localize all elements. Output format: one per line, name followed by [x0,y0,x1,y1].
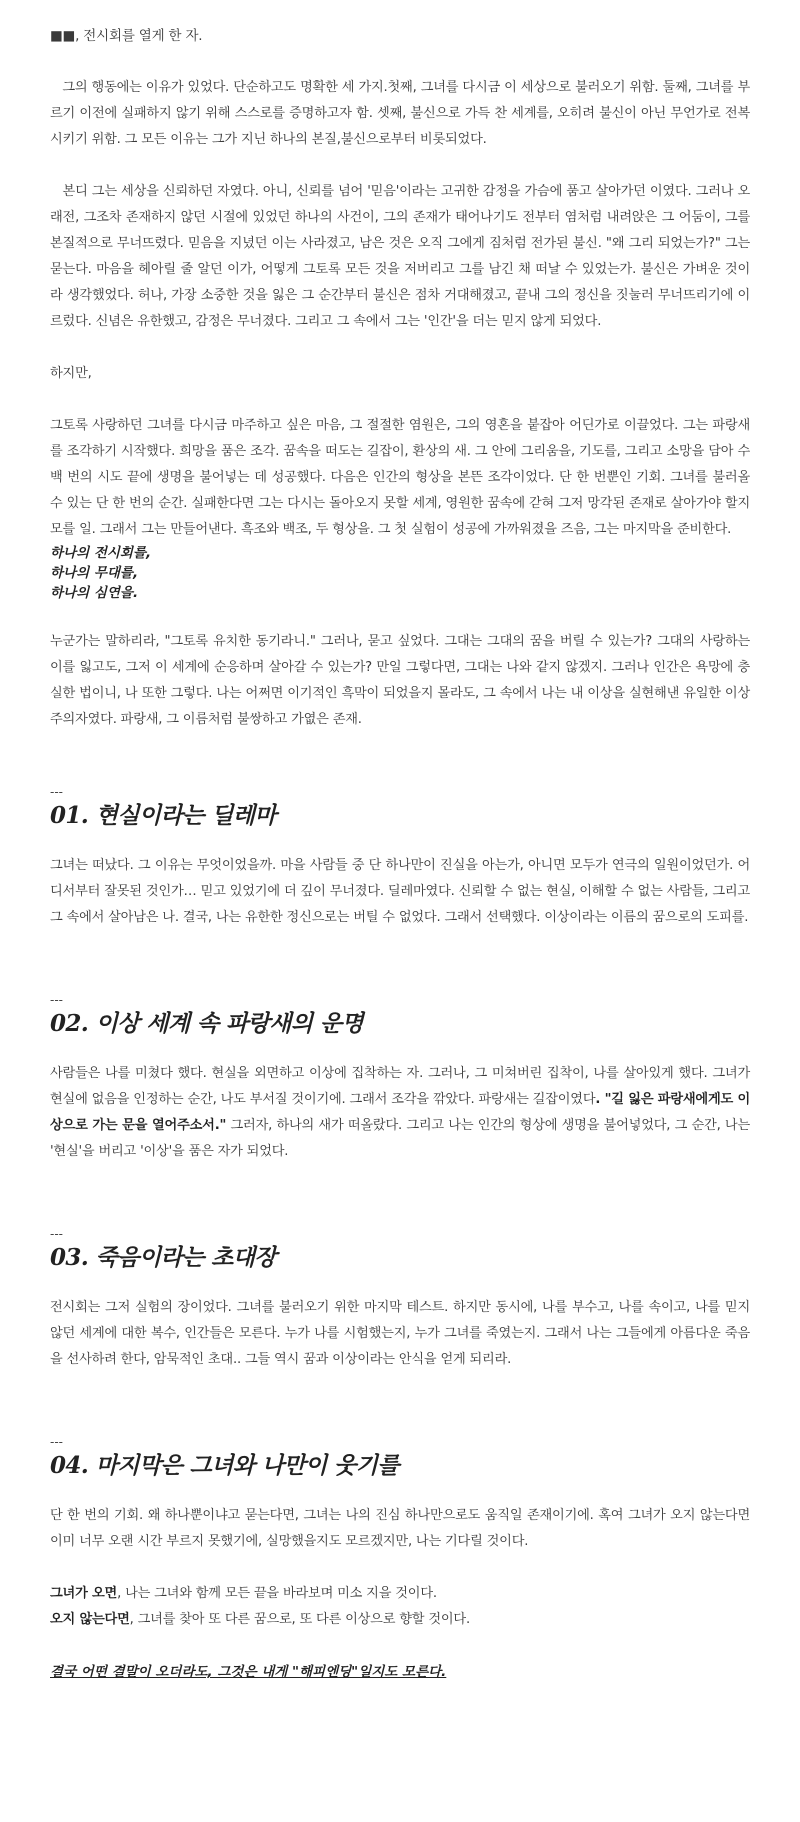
section-heading: 02. 이상 세계 속 파랑새의 운명 [50,1010,364,1037]
section-text-part: 사람들은 나를 미쳤다 했다. 현실을 외면하고 이상에 집착하는 자. 그러나, 그 미쳐버린 집착이, 나를 살아있게 했다. 그녀가 현실에 없음을 인정하는 순간, 나도 부서질 것이기에. 그래서 조각을 깎았다. 파랑새는 길잡이였다 [50,1066,750,1107]
intro-paragraph-5: 누군가는 말하리라, "그토록 유치한 동기라니." 그러나, 묻고 싶었다. 그대는 그대의 꿈을 버릴 수 있는가? 그대의 사랑하는 이를 잃고도, 그저 이 세계에 순응하며 살아갈 수 있는가? 만일 그렇다면, 그대는 나와 같지 않겠지. 그러나 인간은 욕망에 충실한 법이니, 나 또한 그렇다. 나는 어쩌면 이기적인 흑막이 되었을지 몰라도, 그 속에서 나는 내 이상을 실현해낸 유일한 이상주의자였다. 파랑새, 그 이름처럼 불쌍하고 가엾은 존재. [50,634,750,727]
title-text: , 전시회를 열게 한 자. [75,28,203,44]
section-heading: 03. 죽음이라는 초대장 [50,1244,276,1271]
document-title [50,0,750,49]
section-04 [50,1435,750,1685]
ending-line-2-text: , 그녀를 찾아 또 다른 꿈으로, 또 다른 이상으로 향할 것이다. [129,1612,470,1627]
list-item: 하나의 전시회를, [50,545,152,561]
section-separator: --- [50,993,63,1007]
ending-line-2 [50,1607,750,1633]
ending-line-1 [50,1581,750,1607]
intro-paragraph-2 [50,179,750,335]
intro-paragraph-4: 그토록 사랑하던 그녀를 다시금 마주하고 싶은 마음, 그 절절한 염원은, 그의 영혼을 붙잡아 어딘가로 이끌었다. 그는 파랑새를 조각하기 시작했다. 희망을 품은 조각. 꿈속을 떠도는 길잡이, 환상의 새. 그 안에 그리움을, 기도를, 그리고 소망을 담아 수백 번의 시도 끝에 생명을 불어넣는 데 성공했다. 다음은 인간의 형상을 본뜬 조각이었다. 단 한 번뿐인 기회. 그녀를 불러올 수 있는 단 한 번의 순간. 실패한다면 그는 다시는 돌아오지 못할 세계, 영원한 꿈속에 갇혀 그저 망각된 존재로 살아가야 할지 모를 일. 그래서 그는 만들어낸다. 흑조와 백조, 두 형상을. 그 첫 실험이 성공에 가까워졌을 즈음, 그는 마지막을 준비한다. [50,418,750,537]
section-text-part: 그러자, 하나의 새가 떠올랐다. 그리고 나는 인간의 형상에 생명을 불어넣었다, 그 순간, 나는 '현실'을 버리고 '이상'을 품은 자가 되었다. [50,1118,750,1159]
section-separator: --- [50,785,63,799]
section-03 [50,1227,750,1373]
section-heading: 01. 현실이라는 딜레마 [50,802,276,829]
section-text: 그녀는 떠났다. 그 이유는 무엇이었을까. 마을 사람들 중 단 하나만이 진실을 아는가, 아니면 모두가 연극의 일원이었던가. 어디서부터 잘못된 것인가… 믿고 있었기에 더 깊이 무너졌다. 딜레마였다. 신뢰할 수 없는 현실, 이해할 수 없는 사람들, 그리고 그 속에서 살아남은 나. 결국, 나는 유한한 정신으로는 버틸 수 없었다. 그래서 선택했다. 이상이라는 이름의 꿈으로의 도피를. [50,858,750,925]
section-separator: --- [50,1435,63,1449]
intro-paragraph-1-text: 그의 행동에는 이유가 있었다. 단순하고도 명확한 세 가지.첫째, 그녀를 다시금 이 세상으로 불러오기 위함. 둘째, 그녀를 부르기 이전에 실패하지 않기 위해 스스로를 증명하고자 함. 셋째, 불신으로 가득 찬 세계를, 오히려 불신이 아닌 무언가로 전복시키기 위함. 그 모든 이유는 그가 지닌 하나의 본질,불신으로부터 비롯되었다. [50,80,750,147]
section-heading: 04. 마지막은 그녀와 나만이 웃기를 [50,1452,399,1479]
intro-paragraph-1 [50,75,750,153]
ending-line-1-bold: 그녀가 오면 [50,1586,118,1601]
section-text: 전시회는 그저 실험의 장이었다. 그녀를 불러오기 위한 마지막 테스트. 하지만 동시에, 나를 부수고, 나를 속이고, 나를 믿지 않던 세계에 대한 복수, 인간들은 모른다. 누가 나를 시험했는지, 누가 그녀를 죽였는지. 그래서 나는 그들에게 아름다운 죽음을 선사하려 한다, 암묵적인 초대.. 그들 역시 꿈과 이상이라는 안식을 얻게 되리라. [50,1300,750,1367]
intro-paragraph-2-text: 본디 그는 세상을 신뢰하던 자였다. 아니, 신뢰를 넘어 '믿음'이라는 고귀한 감정을 가슴에 품고 살아가던 이였다. 그러나 오래전, 그조차 존재하지 않던 시절에 있었던 하나의 사건이, 그의 존재가 태어나기도 전부터 염처럼 내려앉은 그 어둠이, 그를 본질적으로 무너뜨렸다. 믿음을 지녔던 이는 사라졌고, 남은 것은 오직 그에게 짐처럼 전가된 불신. "왜 그리 되었는가?" 그는 묻는다. 마음을 헤아릴 줄 알던 이가, 어떻게 그토록 모든 것을 저버리고 그를 남긴 채 떠날 수 있었는가. 불신은 가벼운 것이라 생각했었다. 허나, 가장 소중한 것을 잃은 그 순간부터 불신은 점차 거대해졌고, 끝내 그의 정신을 짓눌러 무너뜨리기에 이르렀다. 신념은 유한했고, 감정은 무너졌다. 그리고 그 속에서 그는 '인간'을 더는 믿지 않게 되었다. [50,184,750,329]
section-text: 단 한 번의 기회. 왜 하나뿐이냐고 묻는다면, 그녀는 나의 진심 하나만으로도 움직일 존재이기에. 혹여 그녀가 오지 않는다면 이미 너무 오랜 시간 부르지 못했기에, 실망했을지도 모르겠지만, 나는 기다릴 것이다. [50,1508,750,1549]
section-01 [50,785,750,931]
list-item: 하나의 심연을. [50,585,139,601]
section-text [50,1061,750,1165]
ending-line-2-bold: 오지 않는다면 [50,1612,130,1627]
list-item: 하나의 무대를, [50,565,139,581]
title-marker: ■■ [50,28,76,44]
exhibition-list [50,543,750,603]
section-text-bold: . "길 잃은 파랑새에게도 이상으로 가는 문을 열어주소서." [50,1092,750,1133]
section-02 [50,993,750,1165]
final-ending-line: 결국 어떤 결말이 오더라도, 그것은 내게 "해피엔딩"일지도 모른다. [50,1664,447,1680]
section-separator: --- [50,1227,63,1241]
intro-paragraph-3: 하지만, [50,366,92,381]
ending-line-1-text: , 나는 그녀와 함께 모든 끝을 바라보며 미소 지을 것이다. [117,1586,437,1601]
